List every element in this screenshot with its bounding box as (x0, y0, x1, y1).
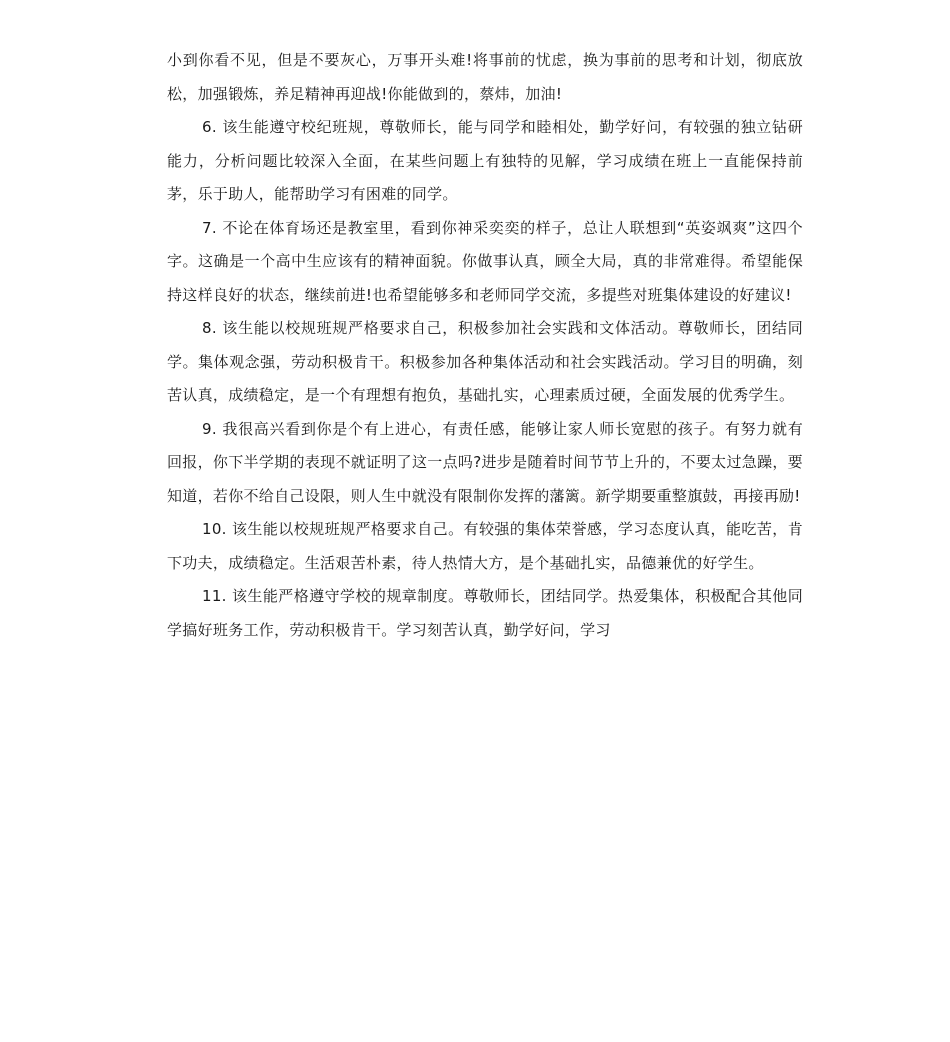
paragraph-item-6: 6. 该生能遵守校纪班规，尊敬师长，能与同学和睦相处，勤学好问，有较强的独立钻研能力，分析问题比较深入全面，在某些问题上有独特的见解，学习成绩在班上一直能保持前茅，乐于助人，能帮助学习有困难的同学。 (167, 118, 803, 203)
paragraph-item-11: 11. 该生能严格遵守学校的规章制度。尊敬师长，团结同学。热爱集体，积极配合其他同学搞好班务工作，劳动积极肯干。学习刻苦认真，勤学好问，学习 (167, 587, 803, 639)
paragraph-item-9: 9. 我很高兴看到你是个有上进心，有责任感，能够让家人师长宽慰的孩子。有努力就有回报，你下半学期的表现不就证明了这一点吗?进步是随着时间节节上升的，不要太过急躁，要知道，若你不给自己设限，则人生中就没有限制你发挥的藩篱。新学期要重整旗鼓，再接再励! (167, 419, 803, 505)
paragraph-item-8: 8. 该生能以校规班规严格要求自己，积极参加社会实践和文体活动。尊敬师长，团结同学。集体观念强，劳动积极肯干。积极参加各种集体活动和社会实践活动。学习目的明确，刻苦认真，成绩稳定，是一个有理想有抱负，基础扎实，心理素质过硬，全面发展的优秀学生。 (167, 319, 803, 404)
paragraph-item-7: 7. 不论在体育场还是教室里，看到你神采奕奕的样子，总让人联想到“英姿飒爽”这四个字。这确是一个高中生应该有的精神面貌。你做事认真，顾全大局，真的非常难得。希望能保持这样良好的状态，继续前进!也希望能够多和老师同学交流，多提些对班集体建设的好建议! (167, 218, 803, 304)
document-page (167, 44, 803, 647)
paragraph-continuation: 小到你看不见，但是不要灰心，万事开头难!将事前的忧虑，换为事前的思考和计划，彻底放松，加强锻炼，养足精神再迎战!你能做到的，蔡炜，加油! (167, 51, 803, 103)
paragraph-item-10: 10. 该生能以校规班规严格要求自己。有较强的集体荣誉感，学习态度认真，能吃苦，肯下功夫，成绩稳定。生活艰苦朴素，待人热情大方，是个基础扎实，品德兼优的好学生。 (167, 520, 803, 572)
